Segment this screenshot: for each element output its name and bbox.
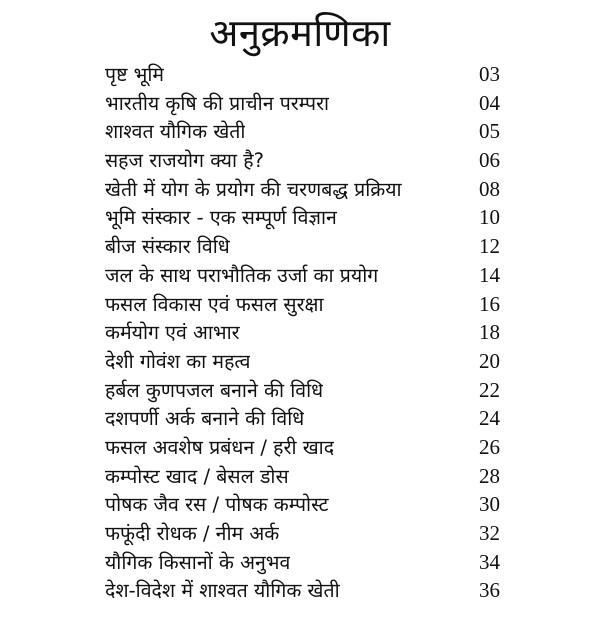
toc-entry-page: 36 [479,578,500,603]
toc-entry-title: फफूंदी रोधक / नीम अर्क [105,522,280,545]
toc-entry [105,203,500,232]
toc-entry-page: 03 [479,62,500,86]
toc-entry-title: भारतीय कृषि की प्राचीन परम्परा [105,91,330,115]
toc-entry [105,347,500,376]
toc-entry-title: यौगिक किसानों के अनुभव [105,550,291,574]
toc-entry-title: दशपर्णी अर्क बनाने की विधि [105,407,305,431]
toc-entry [105,376,500,405]
toc-entry-page: 16 [479,291,500,316]
toc-entry-title: बीज संस्कार विधि [105,235,230,259]
toc-entry-page: 32 [479,521,500,545]
toc-entry-page: 05 [479,119,500,144]
toc-entry [105,89,500,118]
toc-entry-title: कर्मयोग एवं आभार [105,321,240,345]
toc-entry-title: फसल विकास एवं फसल सुरक्षा [105,292,324,316]
toc-entry-page: 06 [479,148,500,173]
toc-entry [105,433,500,462]
toc-entry-page: 30 [479,492,500,517]
toc-entry [105,490,500,519]
toc-entry [105,462,500,491]
toc-entry-page: 20 [479,348,500,373]
toc-entry-page: 14 [479,262,500,287]
toc-entry-title: भूमि संस्कार - एक सम्पूर्ण विज्ञान [105,206,337,230]
toc-entry-title: खेती में योग के प्रयोग की चरणबद्ध प्रक्रिया [105,177,402,201]
toc-entry [105,404,500,433]
toc-entry-page: 28 [479,463,500,488]
toc-entry [105,261,500,290]
table-of-contents [105,60,500,605]
toc-entry-page: 12 [479,234,500,259]
toc-entry-title: शाश्वत यौगिक खेती [105,120,246,144]
toc-entry [105,60,500,89]
toc-entry-title: हर्बल कुणपजल बनाने की विधि [105,378,324,402]
toc-entry-title: देशी गोवंश का महत्व [105,349,251,373]
toc-entry-title: जल के साथ पराभौतिक उर्जा का प्रयोग [105,263,379,287]
toc-entry-title: पोषक जैव रस / पोषक कम्पोस्ट [105,493,329,517]
toc-entry-title: देश-विदेश में शाश्वत यौगिक खेती [105,579,340,603]
toc-entry [105,576,500,605]
toc-entry [105,548,500,577]
toc-entry-title: फसल अवशेष प्रबंधन / हरी खाद [105,435,335,459]
toc-entry-title: सहज राजयोग क्या है? [105,149,264,173]
toc-entry-page: 04 [479,90,500,115]
toc-entry-page: 10 [479,205,500,230]
toc-entry-page: 34 [479,549,500,574]
toc-entry [105,175,500,204]
toc-entry-page: 08 [479,176,500,201]
toc-entry [105,232,500,261]
page-title: अनुक्रमणिका [209,11,391,55]
toc-entry-page: 26 [479,434,500,459]
toc-entry [105,290,500,319]
toc-entry-title: कम्पोस्ट खाद / बेसल डोस [105,464,289,488]
toc-entry [105,117,500,146]
toc-entry [105,318,500,347]
toc-entry [105,519,500,548]
toc-entry-page: 22 [479,377,500,402]
toc-entry-title: पृष्ट भूमि [105,63,165,86]
toc-entry-page: 18 [479,320,500,345]
toc-entry-page: 24 [479,406,500,431]
toc-entry [105,146,500,175]
